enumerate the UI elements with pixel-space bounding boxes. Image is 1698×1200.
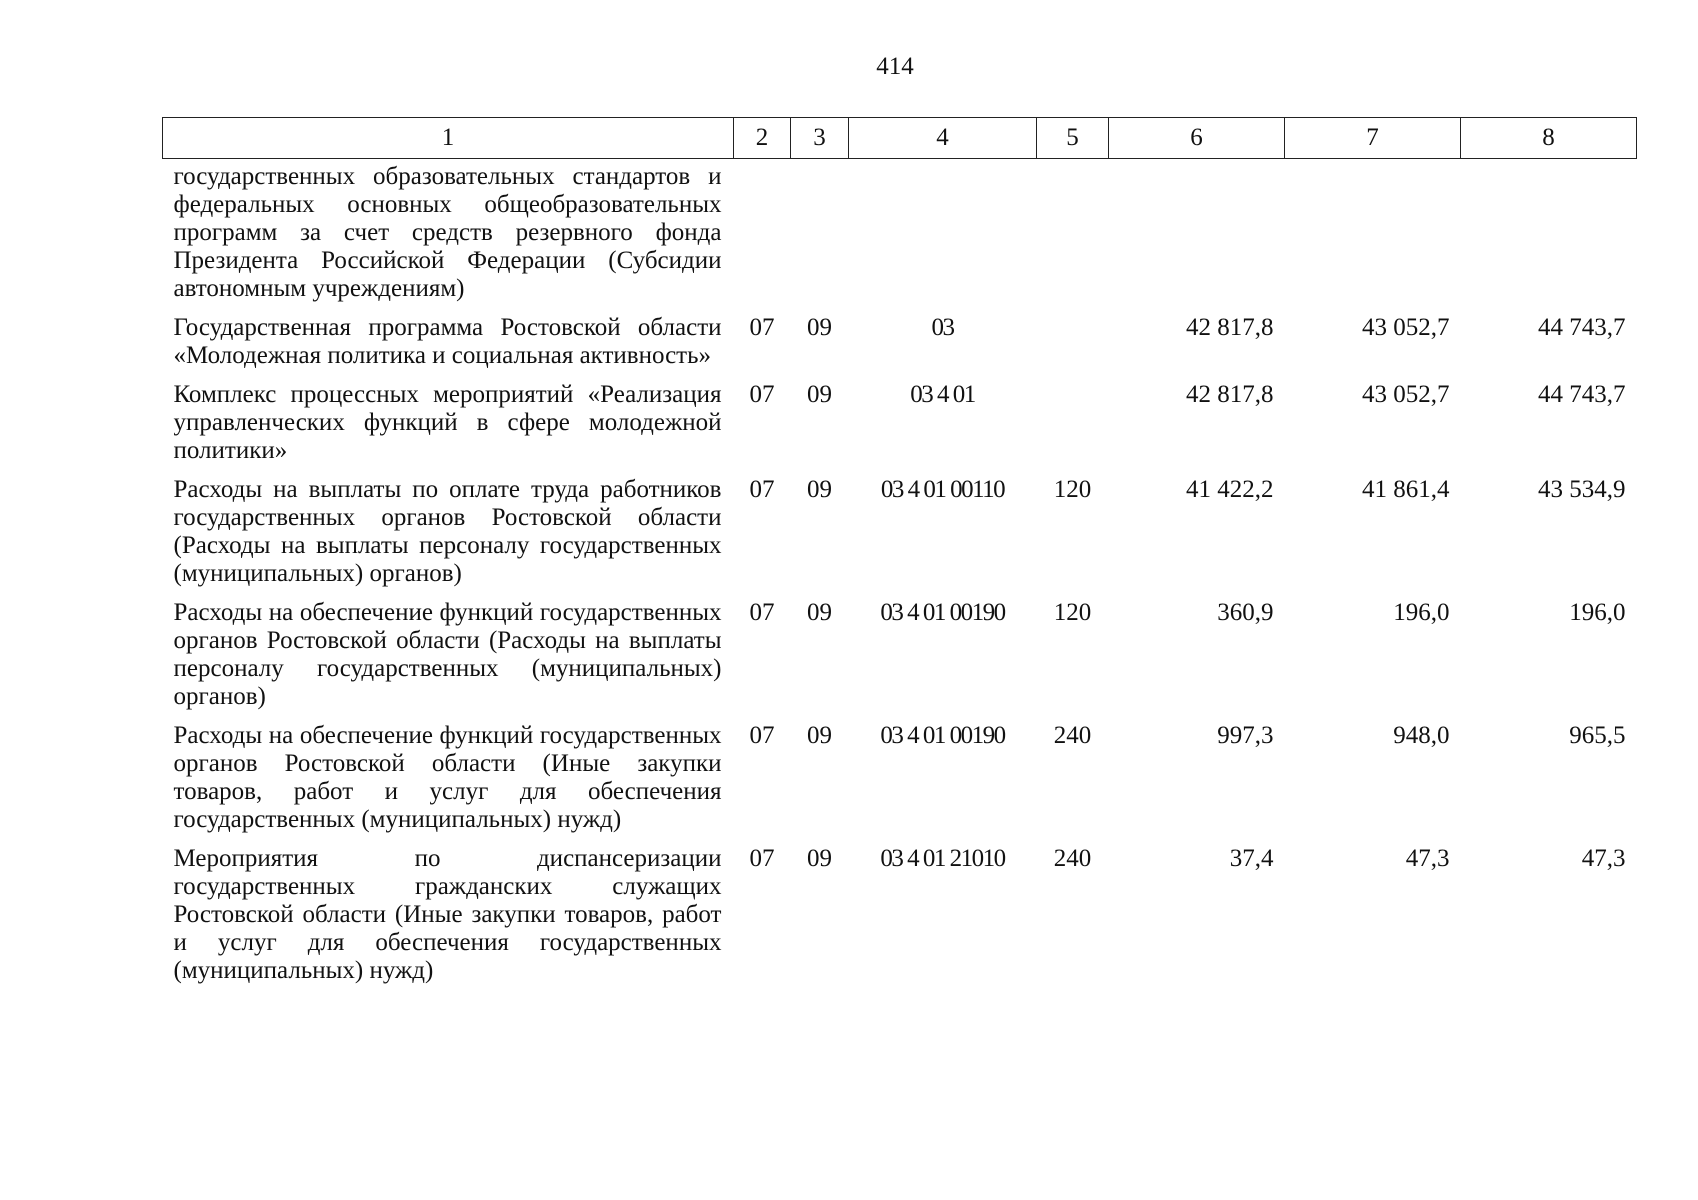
row-name: Расходы на обеспечение функций государственных органов Ростовской области (Расходы на выплаты персоналу государственных (муниципальных) органов) bbox=[173, 599, 722, 710]
row-name: Расходы на выплаты по оплате труда работников государственных органов Ростовской области (Расходы на выплаты персоналу государственных (муниципальных) органов) bbox=[173, 476, 722, 587]
table-row bbox=[163, 599, 1637, 722]
table-row bbox=[163, 476, 1637, 599]
row-expense-type bbox=[1037, 314, 1109, 381]
row-target-code: 03 4 01 00190 bbox=[880, 722, 1005, 749]
table-row bbox=[163, 159, 1637, 315]
row-amount-col6: 42 817,8 bbox=[1186, 381, 1274, 408]
row-name: Государственная программа Ростовской области «Молодежная политика и социальная активность» bbox=[173, 314, 722, 369]
row-amount-col8: 47,3 bbox=[1581, 845, 1626, 872]
header-col-8: 8 bbox=[1461, 118, 1637, 159]
row-name: Комплекс процессных мероприятий «Реализация управленческих функций в сфере молодежной политики» bbox=[173, 381, 722, 464]
row-section: 07 bbox=[749, 845, 775, 872]
row-subsection bbox=[791, 159, 849, 315]
row-name: Мероприятия по диспансеризации государственных гражданских служащих Ростовской области (Иные закупки товаров, работ и услуг для обеспечения государственных (муниципальных) нужд) bbox=[173, 845, 722, 984]
page-number: 414 bbox=[876, 53, 914, 80]
header-col-7: 7 bbox=[1285, 118, 1461, 159]
row-subsection: 09 bbox=[807, 381, 832, 408]
budget-table bbox=[162, 117, 1637, 996]
row-section: 07 bbox=[749, 476, 775, 503]
table-row bbox=[163, 381, 1637, 476]
header-col-5: 5 bbox=[1037, 118, 1109, 159]
row-amount-col7: 948,0 bbox=[1393, 722, 1450, 749]
header-col-1: 1 bbox=[163, 118, 734, 159]
row-amount-col7 bbox=[1285, 159, 1461, 315]
row-section: 07 bbox=[749, 381, 775, 408]
row-expense-type bbox=[1037, 159, 1109, 315]
table-row bbox=[163, 845, 1637, 996]
row-expense-type: 240 bbox=[1053, 722, 1092, 749]
row-amount-col7: 43 052,7 bbox=[1362, 381, 1450, 408]
table-row bbox=[163, 722, 1637, 845]
row-expense-type bbox=[1037, 381, 1109, 476]
row-expense-type: 120 bbox=[1053, 476, 1092, 503]
row-amount-col8: 43 534,9 bbox=[1538, 476, 1626, 503]
row-expense-type: 240 bbox=[1053, 845, 1092, 872]
row-amount-col8: 965,5 bbox=[1569, 722, 1626, 749]
row-amount-col7: 196,0 bbox=[1393, 599, 1450, 626]
table-header-row bbox=[163, 118, 1637, 159]
row-amount-col8: 196,0 bbox=[1569, 599, 1626, 626]
row-target-code: 03 4 01 00110 bbox=[880, 476, 1005, 503]
header-col-3: 3 bbox=[791, 118, 849, 159]
row-section: 07 bbox=[749, 314, 775, 341]
row-amount-col8 bbox=[1461, 159, 1637, 315]
row-target-code: 03 4 01 00190 bbox=[880, 599, 1005, 626]
row-target-code: 03 4 01 21010 bbox=[880, 845, 1005, 872]
row-amount-col6: 997,3 bbox=[1217, 722, 1274, 749]
row-name: государственных образовательных стандартов и федеральных основных общеобразовательных программ за счет средств резервного фонда Президента Российской Федерации (Субсидии автономным учреждениям) bbox=[173, 163, 722, 302]
row-target-code bbox=[849, 159, 1037, 315]
row-target-code: 03 bbox=[931, 314, 954, 341]
row-subsection: 09 bbox=[807, 722, 832, 749]
header-col-4: 4 bbox=[849, 118, 1037, 159]
row-amount-col6 bbox=[1109, 159, 1285, 315]
row-amount-col6: 42 817,8 bbox=[1186, 314, 1274, 341]
row-amount-col7: 47,3 bbox=[1405, 845, 1450, 872]
table-row bbox=[163, 314, 1637, 381]
row-amount-col8: 44 743,7 bbox=[1538, 314, 1626, 341]
row-amount-col6: 360,9 bbox=[1217, 599, 1274, 626]
header-col-6: 6 bbox=[1109, 118, 1285, 159]
row-subsection: 09 bbox=[807, 476, 832, 503]
row-subsection: 09 bbox=[807, 314, 832, 341]
row-section: 07 bbox=[749, 599, 775, 626]
row-amount-col7: 41 861,4 bbox=[1362, 476, 1450, 503]
row-amount-col6: 41 422,2 bbox=[1186, 476, 1274, 503]
row-name: Расходы на обеспечение функций государственных органов Ростовской области (Иные закупки товаров, работ и услуг для обеспечения государственных (муниципальных) нужд) bbox=[173, 722, 722, 833]
row-subsection: 09 bbox=[807, 599, 832, 626]
row-amount-col6: 37,4 bbox=[1229, 845, 1274, 872]
row-amount-col7: 43 052,7 bbox=[1362, 314, 1450, 341]
row-section bbox=[734, 159, 791, 315]
row-amount-col8: 44 743,7 bbox=[1538, 381, 1626, 408]
header-col-2: 2 bbox=[734, 118, 791, 159]
row-subsection: 09 bbox=[807, 845, 832, 872]
row-expense-type: 120 bbox=[1053, 599, 1092, 626]
row-section: 07 bbox=[749, 722, 775, 749]
row-target-code: 03 4 01 bbox=[910, 381, 975, 408]
